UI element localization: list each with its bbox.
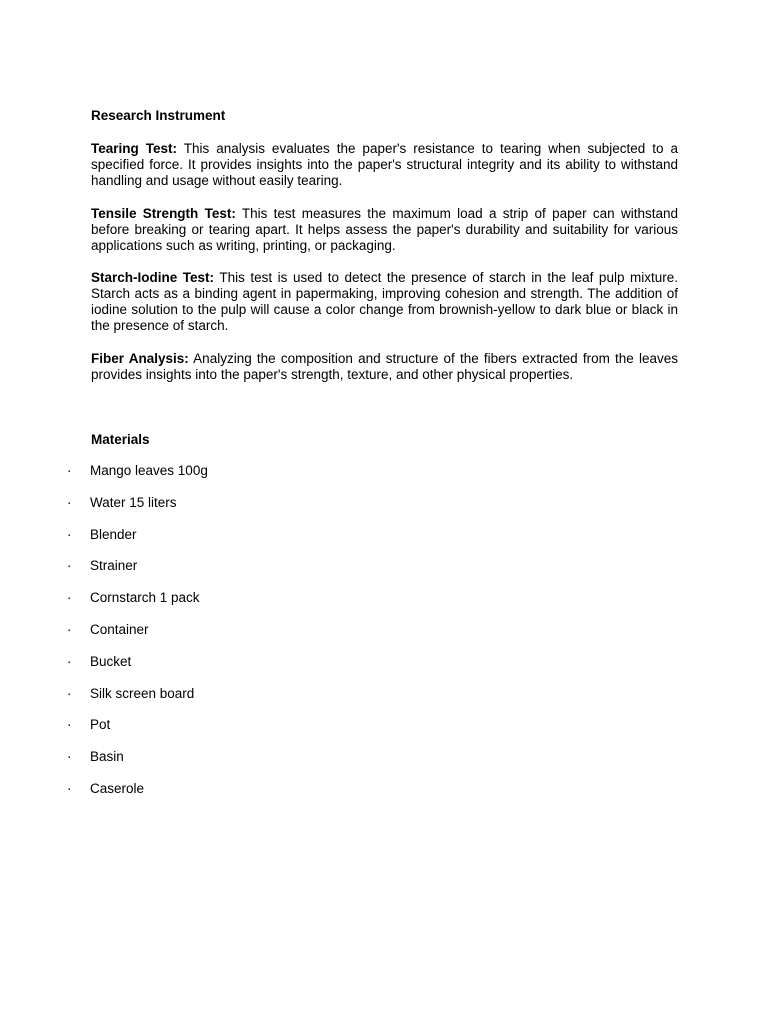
tensile-strength-test-text: This test measures the maximum load a strip of paper can withstand before breaking or tearing apart. It helps assess the paper's durability and suitability for various applications such as writing, printing, or packaging. [91, 206, 678, 253]
tearing-test-paragraph [91, 141, 678, 189]
starch-iodine-test-paragraph [91, 270, 678, 334]
bullet-icon: · [67, 590, 72, 606]
material-label: Pot [90, 717, 111, 733]
material-label: Container [90, 621, 149, 637]
materials-heading: Materials [91, 432, 150, 447]
bullet-icon: · [67, 685, 72, 701]
bullet-icon: · [67, 749, 72, 765]
bullet-icon: · [67, 653, 72, 669]
fiber-analysis-text: Analyzing the composition and structure of the fibers extracted from the leaves provides insights into the paper's strength, texture, and other physical properties. [91, 351, 679, 382]
fiber-analysis-term: Fiber Analysis: [91, 351, 189, 366]
research-instrument-heading: Research Instrument [91, 108, 226, 123]
material-label: Basin [90, 749, 124, 765]
material-label: Blender [90, 526, 137, 542]
bullet-icon: · [67, 780, 72, 796]
fiber-analysis-paragraph [91, 351, 678, 383]
tensile-strength-test-paragraph [91, 206, 678, 254]
bullet-icon: · [67, 621, 72, 637]
starch-iodine-test-text: This test is used to detect the presence of starch in the leaf pulp mixture. Starch acts as a binding agent in papermaking, improving cohesion and strength. The addition of iodine solution to the pulp will cause a color change from brownish-yellow to dark blue or black in the presence of starch. [91, 270, 678, 333]
material-label: Bucket [90, 653, 132, 669]
tearing-test-term: Tearing Test: [91, 141, 177, 156]
bullet-icon: · [67, 463, 72, 478]
material-label: Cornstarch 1 pack [90, 590, 200, 606]
bullet-icon: · [67, 494, 72, 510]
starch-iodine-test-term: Starch-Iodine Test: [91, 270, 215, 285]
tearing-test-text: This analysis evaluates the paper's resistance to tearing when subjected to a specified force. It provides insights into the paper's structural integrity and its ability to withstand handling and usage without easily tearing. [91, 141, 678, 188]
material-label: Caserole [90, 780, 145, 796]
material-label: Strainer [90, 558, 138, 574]
material-label: Silk screen board [90, 685, 195, 701]
material-label: Water 15 liters [90, 494, 177, 510]
bullet-icon: · [67, 717, 72, 733]
bullet-icon: · [67, 526, 72, 542]
tensile-strength-test-term: Tensile Strength Test: [91, 206, 236, 221]
bullet-icon: · [67, 558, 72, 574]
material-label: Mango leaves 100g [90, 463, 208, 478]
